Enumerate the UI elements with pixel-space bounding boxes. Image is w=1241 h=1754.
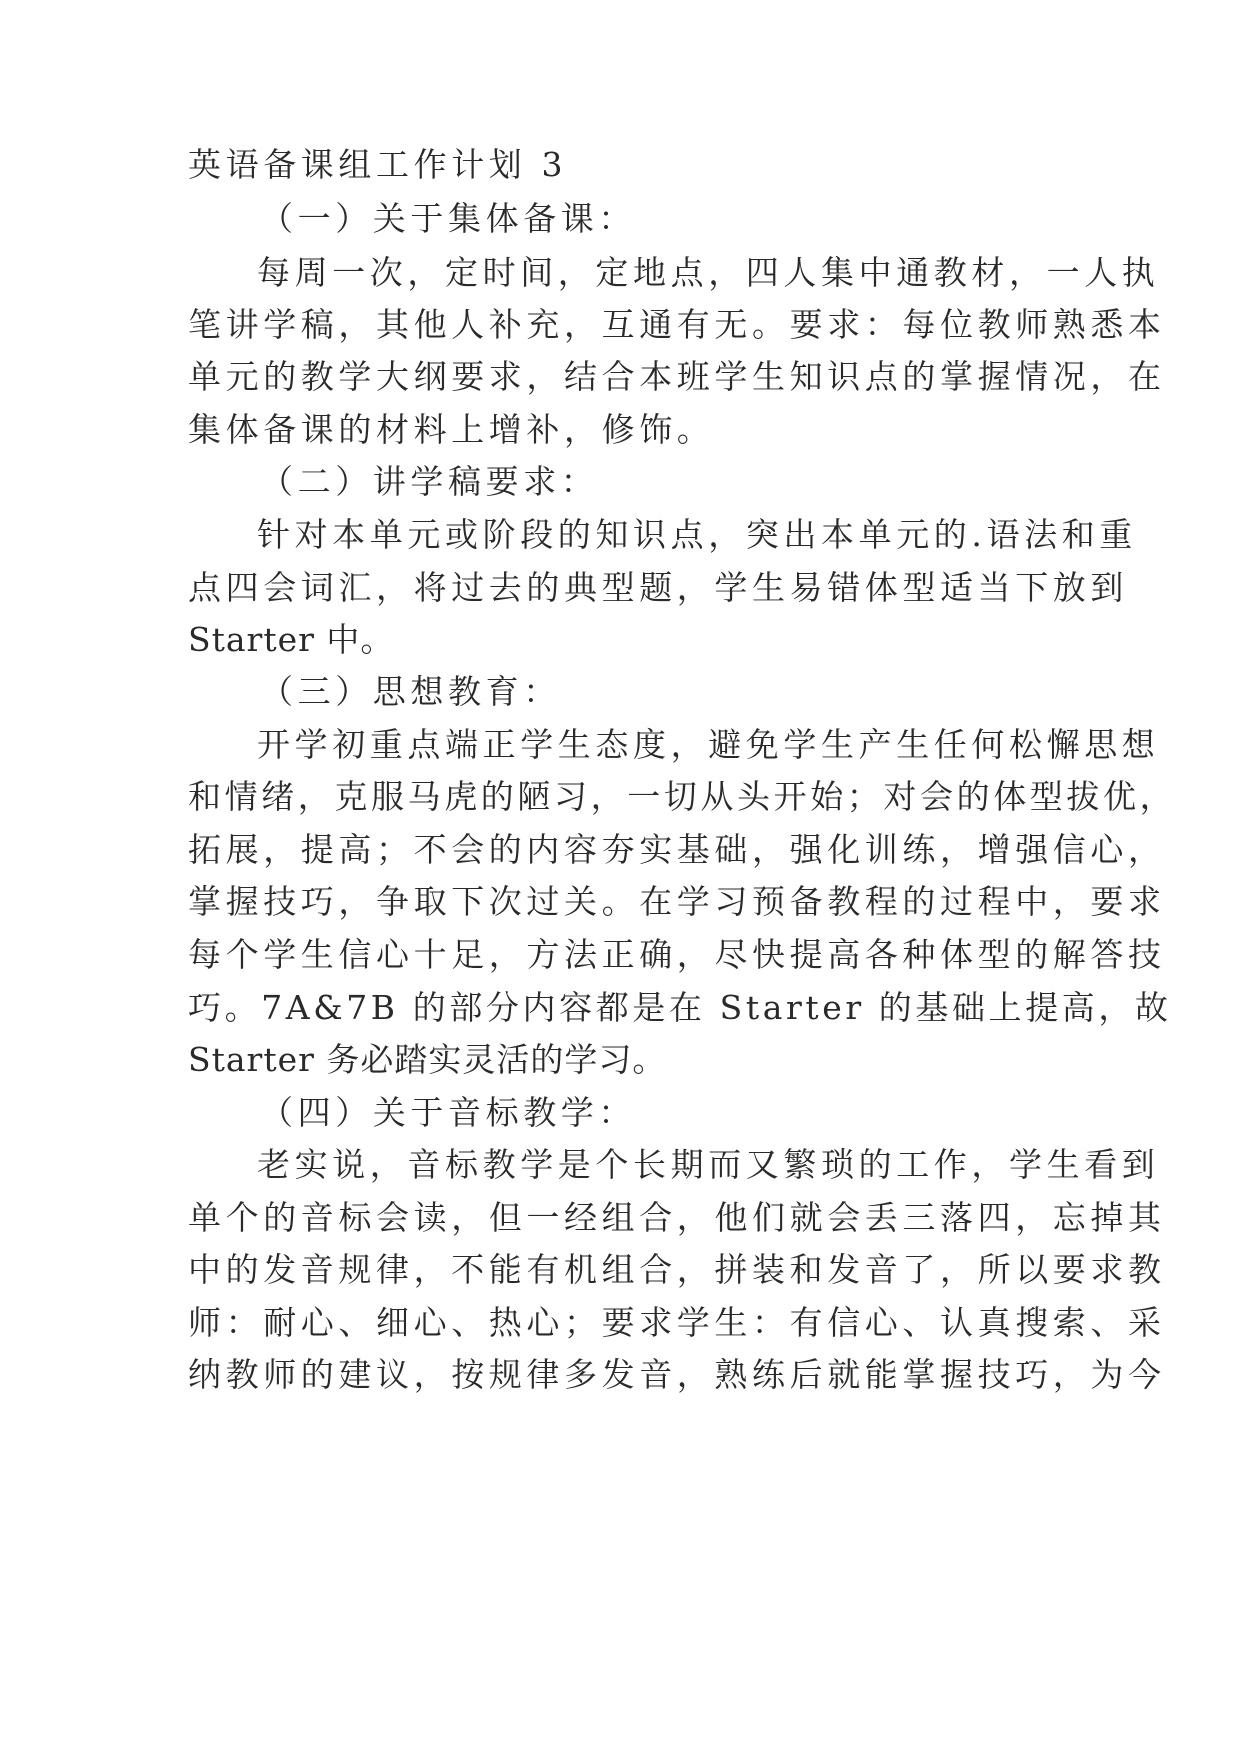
paragraph-line: 针对本单元或阶段的知识点，突出本单元的.语法和重	[257, 515, 1137, 554]
paragraph-line: 单个的音标会读，但一经组合，他们就会丢三落四，忘掉其	[188, 1198, 1166, 1237]
paragraph-line: 和情绪，克服马虎的陋习，一切从头开始；对会的体型拔优，	[188, 777, 1177, 816]
paragraph-line: 拓展，提高；不会的内容夯实基础，强化训练，增强信心，	[188, 830, 1166, 869]
paragraph-line: 开学初重点端正学生态度，避免学生产生任何松懈思想	[257, 725, 1160, 764]
paragraph-line: 单元的教学大纲要求，结合本班学生知识点的掌握情况，在	[188, 357, 1166, 396]
paragraph-line: 每周一次，定时间，定地点，四人集中通教材，一人执	[257, 253, 1160, 292]
paragraph-line: 师：耐心、细心、热心；要求学生：有信心、认真搜索、采	[188, 1303, 1166, 1342]
document-title: 英语备课组工作计划 3	[188, 145, 568, 184]
paragraph-line: 掌握技巧，争取下次过关。在学习预备教程的过程中，要求	[188, 882, 1166, 921]
paragraph-line: 点四会词汇，将过去的典型题，学生易错体型适当下放到	[188, 568, 1128, 607]
paragraph-line: 老实说，音标教学是个长期而又繁琐的工作，学生看到	[257, 1145, 1160, 1184]
paragraph-line: 中的发音规律，不能有机组合，拼装和发音了，所以要求教	[188, 1250, 1166, 1289]
paragraph-line: 每个学生信心十足，方法正确，尽快提高各种体型的解答技	[188, 935, 1166, 974]
paragraph-line: 纳教师的建议，按规律多发音，熟练后就能掌握技巧，为今	[188, 1355, 1166, 1394]
section-heading-3: （三）思想教育：	[260, 672, 561, 711]
section-heading-1: （一）关于集体备课：	[260, 199, 636, 238]
section-heading-4: （四）关于音标教学：	[260, 1093, 636, 1132]
paragraph-line: 笔讲学稿，其他人补充，互通有无。要求：每位教师熟悉本	[188, 305, 1166, 344]
paragraph-line: 巧。7A&7B 的部分内容都是在 Starter 的基础上提高，故	[188, 988, 1172, 1027]
section-heading-2: （二）讲学稿要求：	[260, 462, 599, 501]
paragraph-line: Starter 中。	[188, 620, 395, 659]
paragraph-line: 集体备课的材料上增补，修饰。	[188, 410, 715, 449]
paragraph-line: Starter 务必踏实灵活的学习。	[188, 1040, 667, 1079]
